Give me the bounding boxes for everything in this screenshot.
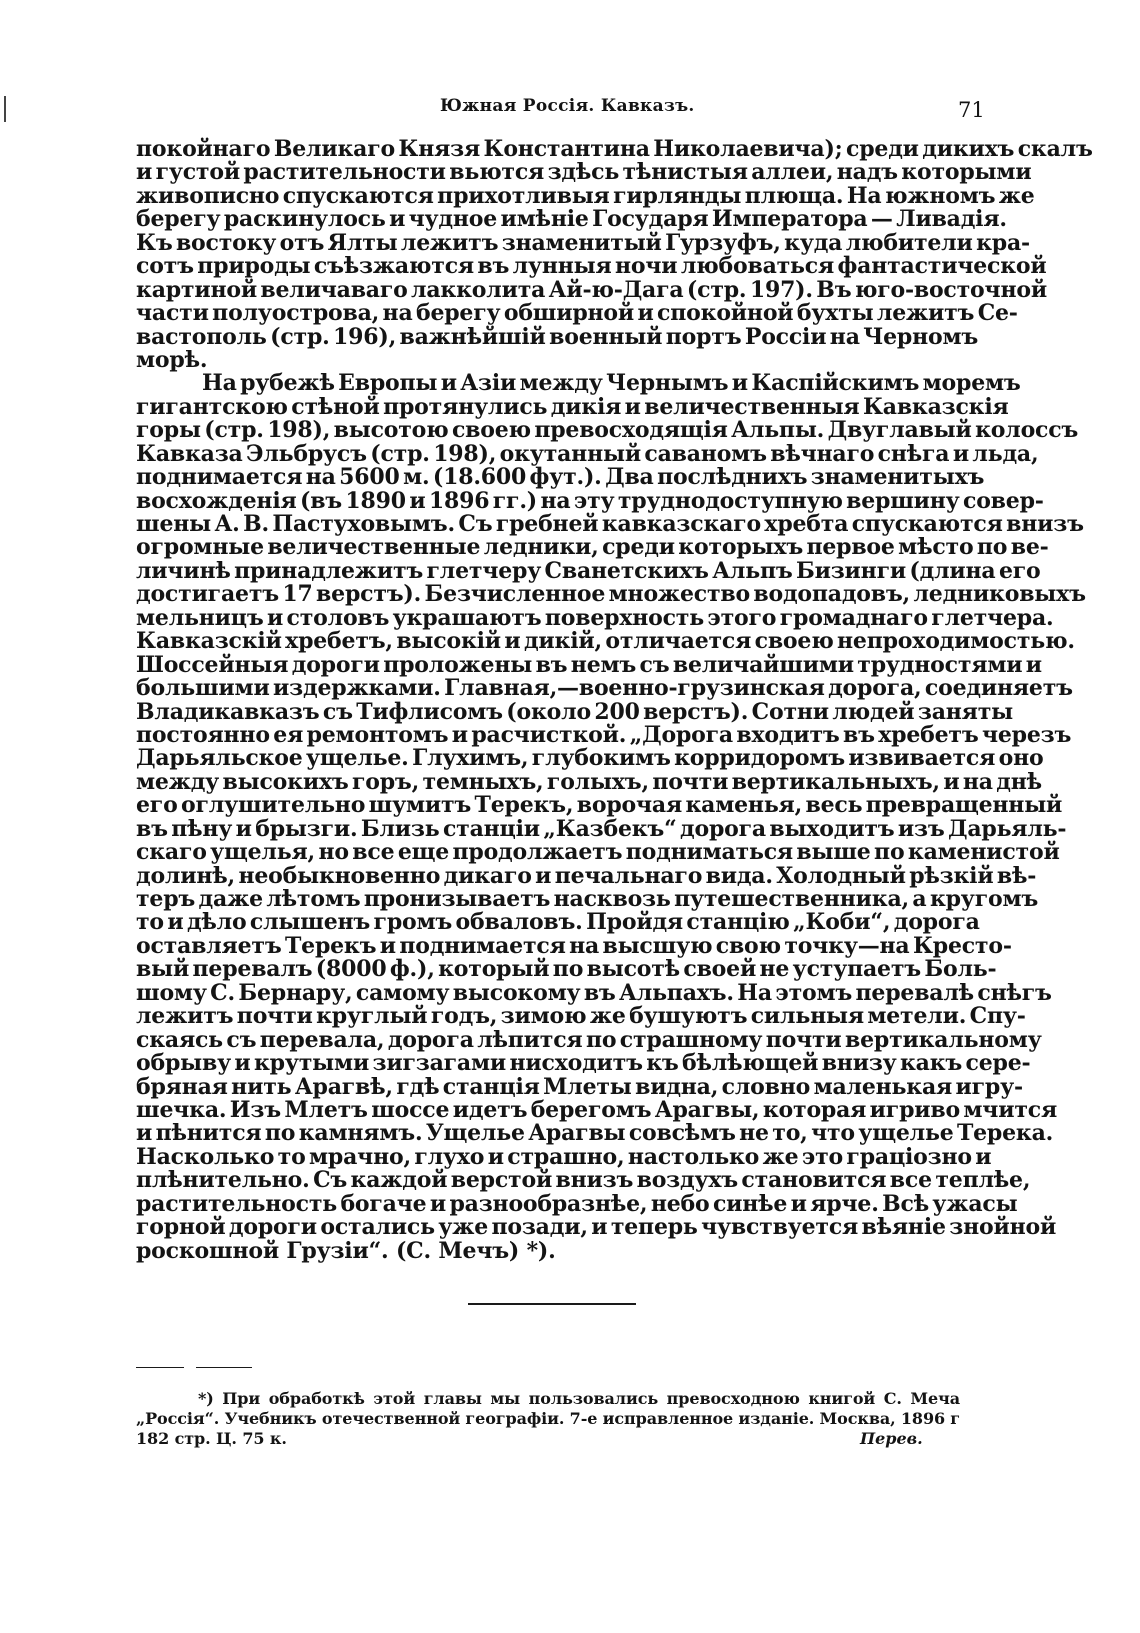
text-line: между высокихъ горъ, темныхъ, голыхъ, почти вертикальныхъ, и на днѣ <box>136 768 1042 795</box>
text-line: горной дороги остались уже позади, и теперь чувствуется вѣяніе знойной <box>136 1214 1057 1241</box>
footnote-line: 182 стр. Ц. 75 к. <box>136 1429 287 1448</box>
text-line: морѣ. <box>136 346 208 373</box>
text-line: плѣнительно. Съ каждой верстой внизъ воздухъ становится все теплѣе, <box>136 1167 1031 1194</box>
footnote-line: *) При обработкѣ этой главы мы пользовались превосходною книгой С. Меча <box>198 1389 960 1408</box>
text-line: достигаетъ 17 верстъ). Безчисленное множество водопадовъ, ледниковыхъ <box>136 581 1086 608</box>
text-line: горы (стр. 198), высотою своею превосходящія Альпы. Двуглавый колоссъ <box>136 417 1079 444</box>
text-line: картиной величаваго лакколита Ай-ю-Дага (стр. 197). Въ юго-восточной <box>136 276 1047 303</box>
text-line: роскошной Грузіи“. (С. Мечъ) *). <box>136 1237 556 1264</box>
text-line: Кавказскій хребетъ, высокій и дикій, отличается своею непроходимостью. <box>136 628 1075 655</box>
text-line: въ пѣну и брызги. Близь станціи „Казбекъ“ дорога выходитъ изъ Дарьяль- <box>136 815 1067 842</box>
text-line: Владикавказъ съ Тифлисомъ (около 200 верстъ). Сотни людей заняты <box>136 698 1013 725</box>
text-line: части полуострова, на берегу обширной и спокойной бухты лежитъ Се- <box>136 300 1018 327</box>
text-line: сотъ природы съѣзжаются въ лунныя ночи любоваться фантастической <box>136 253 1047 280</box>
text-line: шому С. Бернару, самому высокому въ Альпахъ. На этомъ перевалѣ снѣгъ <box>136 979 1052 1006</box>
text-line: теръ даже лѣтомъ пронизываетъ насквозь путешественника, а кругомъ <box>136 886 1039 912</box>
text-line: оставляетъ Терекъ и поднимается на высшую свою точку—на Кресто- <box>136 932 1012 959</box>
text-line: Кавказа Эльбрусъ (стр. 198), окутанный саваномъ вѣчнаго снѣга и льда, <box>136 440 1039 467</box>
text-line: постоянно ея ремонтомъ и расчисткой. „Дорога входитъ въ хребетъ черезъ <box>136 721 1072 748</box>
text-line: восхожденія (въ 1890 и 1896 гг.) на эту труднодоступную вершину совер- <box>136 487 1044 514</box>
text-line: шены А. В. Пастуховымъ. Съ гребней кавказскаго хребта спускаются внизъ <box>136 511 1084 537</box>
text-line: и пѣнится по камнямъ. Ущелье Арагвы совсѣмъ не то, что ущелье Терека. <box>136 1120 1054 1147</box>
text-line: его оглушительно шумитъ Терекъ, ворочая каменья, весь превращенный <box>136 792 1063 819</box>
footnote-line: „Россія“. Учебникъ отечественной географіи. 7-е исправленное изданіе. Москва, 1896 г <box>136 1409 960 1428</box>
text-line: поднимается на 5600 м. (18.600 фут.). Два послѣднихъ знаменитыхъ <box>136 464 985 491</box>
text-line: личинѣ принадлежитъ глетчеру Сванетскихъ Альпъ Бизинги (длина его <box>136 557 1041 584</box>
text-line: большими издержками. Главная,—военно-грузинская дорога, соединяетъ <box>136 675 1073 702</box>
text-line: скаясь съ перевала, дорога лѣпится по страшному почти вертикальному <box>136 1026 1042 1053</box>
text-line: гигантскою стѣной протянулись дикія и величественныя Кавказскія <box>136 393 1009 420</box>
paragraph-first-line: На рубежѣ Европы и Азіи между Чернымъ и Каспійскимъ моремъ <box>202 370 1021 397</box>
section-end-rule <box>468 1303 636 1305</box>
text-line: вый перевалъ (8000 ф.), который по высотѣ своей не уступаетъ Боль- <box>136 956 997 983</box>
text-line: долинѣ, необыкновенно дикаго и печальнаго вида. Холодный рѣзкій вѣ- <box>136 862 1037 889</box>
text-line: шечка. Изъ Млетъ шоссе идетъ берегомъ Арагвы, которая игриво мчится <box>136 1096 1057 1123</box>
footnote-signature: Перев. <box>860 1429 923 1448</box>
text-line: скаго ущелья, но все еще продолжаетъ подниматься выше по каменистой <box>136 839 1060 866</box>
footnote-rule <box>136 1367 184 1368</box>
text-line: Шоссейныя дороги проложены въ немъ съ величайшими трудностями и <box>136 651 1042 678</box>
text-line: покойнаго Великаго Князя Константина Николаевича); среди дикихъ скалъ <box>136 136 1093 162</box>
text-line: вастополь (стр. 196), важнѣйшій военный портъ Россіи на Черномъ <box>136 323 979 350</box>
footnote-rule <box>196 1367 252 1368</box>
text-line: Дарьяльское ущелье. Глухимъ, глубокимъ корридоромъ извивается оно <box>136 745 1044 772</box>
body-text <box>136 138 1136 1263</box>
text-line: лежитъ почти круглый годъ, зимою же бушуютъ сильныя метели. Спу- <box>136 1003 1026 1030</box>
text-line: живописно спускаются прихотливыя гирлянды плюща. На южномъ же <box>136 182 1035 209</box>
text-line: растительность богаче и разнообразнѣе, небо синѣе и ярче. Всѣ ужасы <box>136 1190 1018 1217</box>
page-number: 71 <box>958 98 985 122</box>
text-line: Къ востоку отъ Ялты лежитъ знаменитый Гурзуфъ, куда любители кра- <box>136 229 1030 256</box>
text-line: и густой растительности вьются здѣсь тѣнистыя аллеи, надъ которыми <box>136 159 1032 186</box>
text-line: Насколько то мрачно, глухо и страшно, настолько же это граціозно и <box>136 1143 992 1170</box>
scan-margin-mark <box>4 96 6 122</box>
running-head: Южная Россія. Кавказъ. <box>440 96 695 116</box>
text-line: огромные величественные ледники, среди которыхъ первое мѣсто по ве- <box>136 534 1049 561</box>
text-line: берегу раскинулось и чудное имѣніе Государя Императора — Ливадія. <box>136 206 1007 233</box>
text-line: обрыву и крутыми зигзагами нисходитъ къ бѣлѣющей внизу какъ сере- <box>136 1050 1031 1077</box>
text-line: мельницъ и столовъ украшаютъ поверхность этого громаднаго глетчера. <box>136 604 1054 631</box>
text-line: бряная нить Арагвѣ, гдѣ станція Млеты видна, словно маленькая игру- <box>136 1073 1023 1100</box>
text-line: то и дѣло слышенъ громъ обваловъ. Пройдя станцію „Коби“, дорога <box>136 909 980 936</box>
